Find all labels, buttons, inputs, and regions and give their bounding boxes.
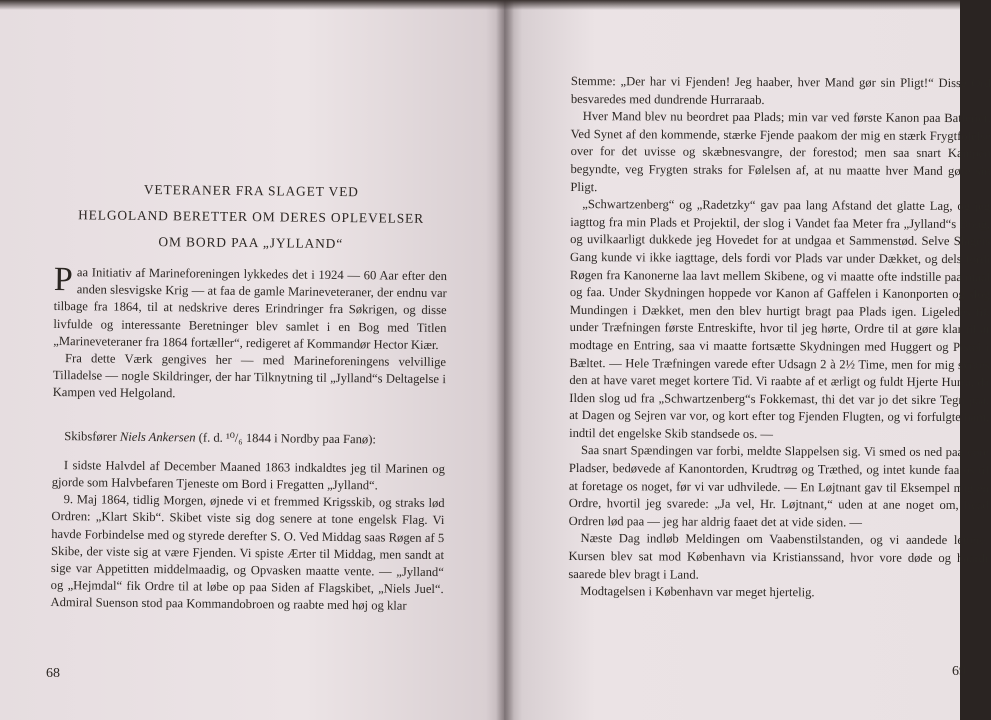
book-gutter [496,0,514,720]
chapter-heading [54,176,448,258]
heading-line-2: HELGOLAND BERETTER OM DERES OPLEVELSER [78,207,425,226]
intro-text: aa Initiativ af Marineforeningen lykkedes det i 1924 — 60 Aar efter den anden slesvigske Krig — at faa de gamle Marineveteraner, der endnu var tilbage fra 1864, til at nedskrive deres Erindringer fra Søkrigen, og disse livfulde og interessante Beretninger blev samlet i en Bog med Titlen „Marineveteraner fra 1864 fortæller“, redigeret af Kommandør Hector Kiær. [53,265,448,352]
byline-prefix: Skibsfører [64,428,117,444]
byline-name: Niels Ankersen [119,429,196,445]
right-paragraph-5: Næste Dag indløb Meldingen om Vaabenstilstanden, og vi aandede lettere. Kursen blev sat mod København via Kristianssand, hvor vore døde og haardt saarede blev bragt i Land. [568,531,989,582]
byline-rest: (f. d. ¹⁰/₆ 1844 i Nordby paa Fanø): [198,430,377,447]
right-text-column [568,73,991,603]
story-paragraph-2: 9. Maj 1864, tidlig Morgen, øjnede vi et fremmed Krigsskib, og straks lød Ordren: „Klart Skib“. Skibet viste sig dog senere at tone engelsk Flag. Vi havde Forbindelse med og styrede derefter S. O. Ved Middag saas Røgen af 5 Skibe, der viste sig at være Fjenden. Vi spiste Ærter til Middag, men sandt at sige var Appetitten middelmaadig, og Opvasken maatte vente. — „Jylland“ og „Hejmdal“ fik Ordre til at løbe op paa Siden af Flagskibet, „Niels Juel“. Admiral Suenson stod paa Kommandobroen og raabte med høj og klar [50,492,445,614]
drop-cap: P [53,260,74,299]
right-paragraph-2: Hver Mand blev nu beordret paa Plads; min var ved første Kanon paa Batteriet. Ved Synet af den kommende, stærke Fjende paakom der mig en stærk Frygtfølelse over for det uvisse og skæbnesvangre, der forestod; men saa snart Kampen begyndte, veg Frygten straks for Følelsen af, at nu maatte hver Mand gøre sin Pligt. [570,109,991,194]
story-paragraph-1: I sidste Halvdel af December Maaned 1863 indkaldtes jeg til Marinen og gjorde som Halvbefaren Tjeneste om Bord i Fregatten „Jylland“. [51,457,446,493]
page-number-left: 68 [46,666,60,681]
top-shadow [0,0,960,10]
right-paragraph-1: Stemme: „Der har vi Fjenden! Jeg haaber, hver Mand gør sin Pligt!“ Disse Ord besvaredes med dundrende Hurraraab. [570,73,991,107]
intro-paragraph-2: Fra dette Værk gengives her — med Marineforeningens velvillige Tilladelse — nogle Skildringer, der har Tilknytning til „Jylland“s Deltagelse i Kampen ved Helgoland. [52,351,447,401]
heading-line-1: VETERANER FRA SLAGET VED [143,181,359,200]
right-paragraph-6: Modtagelsen i København var meget hjertelig. [580,584,815,600]
left-text-column [50,176,448,616]
page-number-right: 69 [952,664,966,679]
heading-line-3: OM BORD PAA „JYLLAND“ [158,234,344,252]
right-paragraph-4: Saa snart Spændingen var forbi, meldte Slappelsen sig. Vi smed os ned paa vore Pladser, bedøvede af Kanontorden, Krudtrøg og Træthed, og intet kunde faa os til at foretage os noget, før vi var udhvilede. — En Løjtnant gav til Eksempel mig en Ordre, hvortil jeg svarede: „Ja vel, Hr. Løjtnant,“ uden at ane noget om, hvad Ordren lød paa — jeg har aldrig faaet det at vide siden. — [568,443,990,530]
intro-paragraph [53,260,448,354]
right-paragraph-3: „Schwartzenberg“ og „Radetzky“ gav paa lang Afstand det glatte Lag, og jeg iagttog fra min Plads et Projektil, der slog i Vandet faa Meter fra „Jylland“s Boug, og uvilkaarligt dukkede jeg Hovedet for at undgaa et Sammenstød. Selve Slagets Gang kunde vi ikke iagttage, dels fordi vor Plads var under Dækket, og dels fordi Røgen fra Kanonerne laa lavt mellem Skibene, og vi maatte ofte indstille paa maal og faa. Under Skydningen hoppede vor Kanon af Gaffelen i Kanonporten og slog Mundingen i Dækket, men den blev hurtigt bragt paa Plads igen. Ligeledes fik under Træfningen første Entreskifte, hvor til jeg hørte, Ordre til at gøre klar til at modtage en Entring, saa vi maatte fortsætte Skydningen med Huggert og Pistol i Bæltet. — Hele Træfningen varede efter Udsagn 2 à 2½ Time, men for mig syntes den at have varet meget kortere Tid. Vi raabte af et ærligt og fuldt Hjerte Hurra, da Ilden slog ud fra „Schwartzenberg“s Fokkemast, thi det var jo det sikre Tegn paa, at Dagen og Sejren var vor, og kort efter tog Fjenden Flugten, og vi forfulgte ham, indtil det engelske Skib standsede os. — [569,197,991,441]
